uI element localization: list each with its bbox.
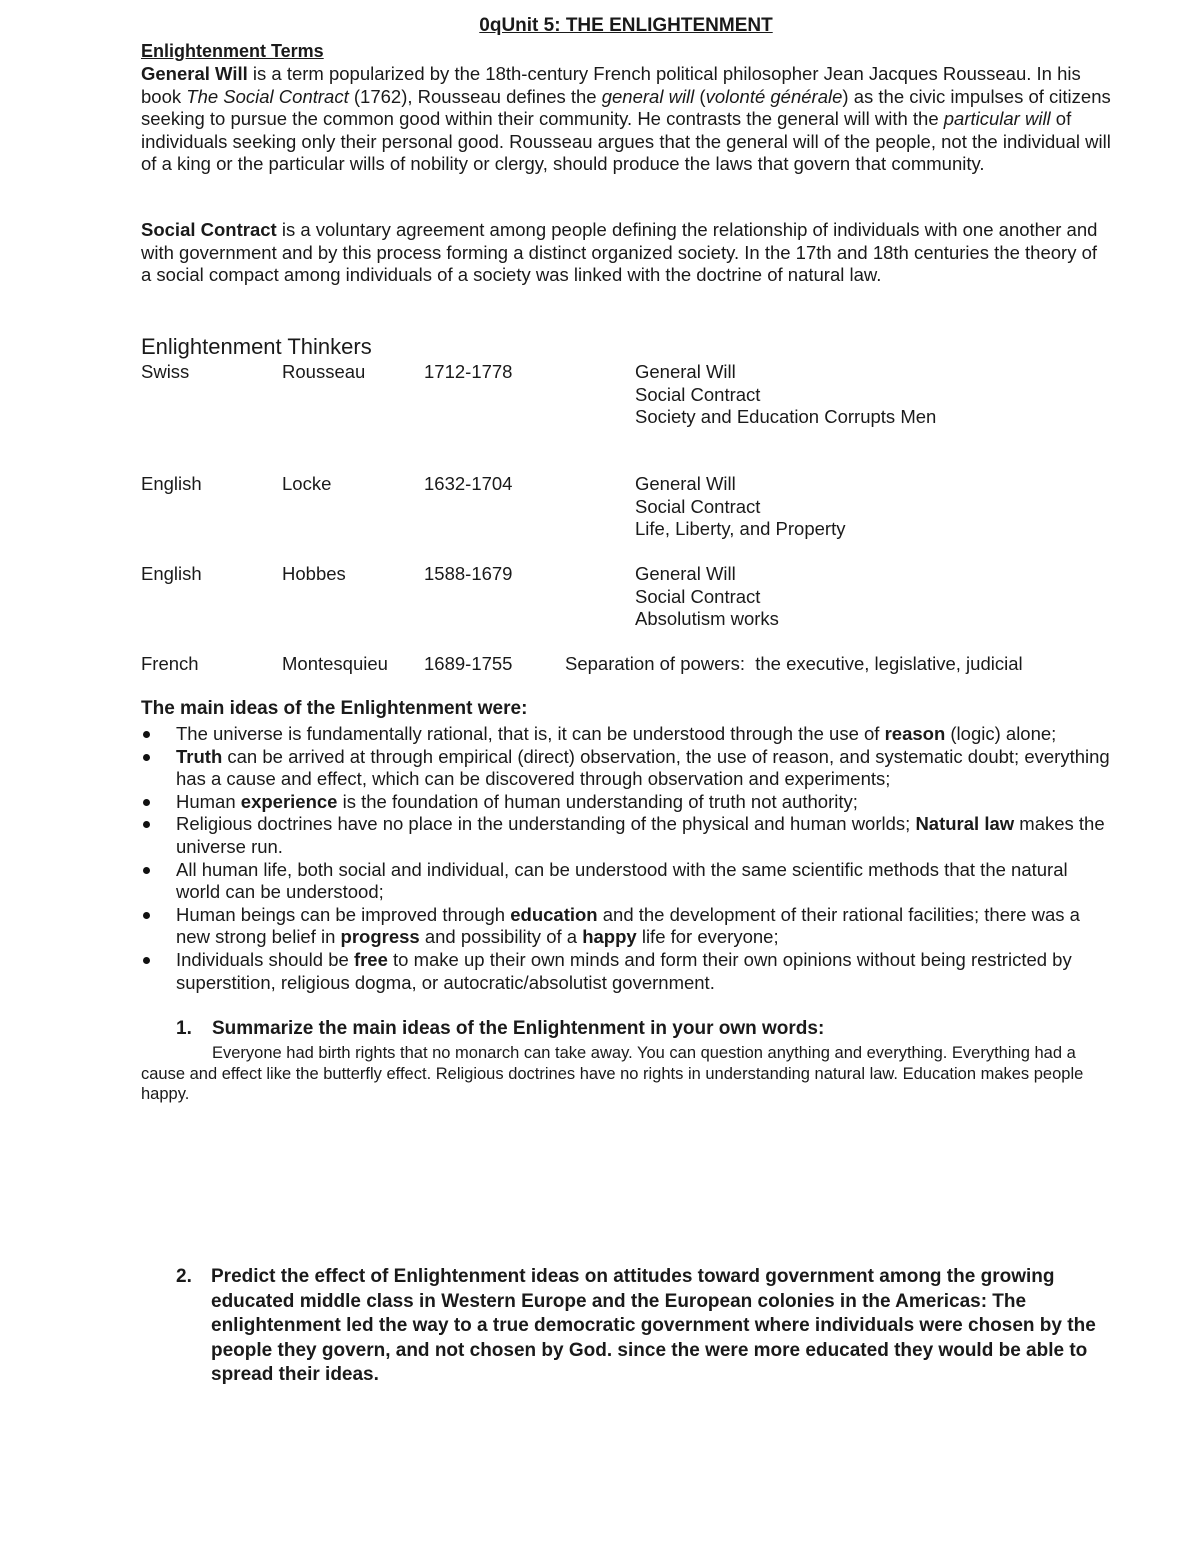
french-term: volonté générale xyxy=(705,85,843,107)
list-item xyxy=(141,859,1116,904)
main-ideas-heading: The main ideas of the Enlightenment were: xyxy=(141,698,528,719)
paragraph-text: ) as the civic impulses of citizens seeking to pursue the common good within their community. He contrasts the general will with the xyxy=(141,85,1111,130)
social-contract-term: Social Contract xyxy=(141,219,277,240)
social-contract-paragraph xyxy=(141,219,1111,287)
thinker-idea: Life, Liberty, and Property xyxy=(635,518,846,540)
bullet-keyword: reason xyxy=(884,723,946,744)
question-number: 2. xyxy=(176,1266,192,1287)
general-will-term: General Will xyxy=(141,63,248,84)
thinker-nationality: French xyxy=(141,653,199,674)
thinker-row xyxy=(141,653,1141,677)
bullet-icon xyxy=(143,731,150,738)
question-prompt: Summarize the main ideas of the Enlightenment in your own words: xyxy=(212,1018,825,1039)
thinker-idea: Social Contract xyxy=(635,585,761,607)
bullet-keyword: experience xyxy=(240,790,338,812)
question-2 xyxy=(176,1265,1106,1388)
thinker-nationality: English xyxy=(141,563,202,584)
bullet-text: life for everyone; xyxy=(636,926,779,948)
main-ideas-list xyxy=(141,723,1116,994)
bullet-text: makes the universe run. xyxy=(176,813,1105,857)
list-item xyxy=(141,791,1116,814)
list-item xyxy=(141,904,1116,949)
question-number: 1. xyxy=(176,1018,192,1039)
book-title: The Social Contract xyxy=(186,85,349,107)
thinker-idea: General Will xyxy=(635,563,736,584)
bullet-text: to make up their own minds and form their own opinions without being restricted by superstition, religious dogma, or autocratic/absolutist government. xyxy=(176,948,1072,993)
general-will-paragraph xyxy=(141,63,1111,176)
thinkers-heading: Enlightenment Thinkers xyxy=(141,334,372,359)
thinker-dates: 1689-1755 xyxy=(424,653,513,674)
thinker-dates: 1712-1778 xyxy=(424,361,513,382)
bullet-keyword: Natural law xyxy=(915,813,1015,835)
bullet-text: (logic) alone; xyxy=(945,723,1057,744)
thinker-ideas xyxy=(635,361,936,429)
bullet-keyword: happy xyxy=(582,926,637,948)
question-2-text: Predict the effect of Enlightenment ideas on attitudes toward government among the growing educated middle class in Western Europe and the European colonies in the Americas: The enlightenment led the way to a true democratic government where individuals were chosen by the people they govern, and not chosen by God. since the were more educated they would be able to spread their ideas. xyxy=(211,1266,1096,1386)
thinker-idea: Absolutism works xyxy=(635,608,779,630)
bullet-text: Religious doctrines have no place in the understanding of the physical and human worlds; xyxy=(176,813,916,835)
thinker-name: Rousseau xyxy=(282,361,366,382)
bullet-keyword: education xyxy=(510,903,598,925)
thinker-nationality: English xyxy=(141,473,202,494)
paragraph-text: ( xyxy=(694,85,706,107)
bullet-text: Human xyxy=(176,790,241,812)
bullet-keyword: free xyxy=(353,948,388,970)
page-title: 0qUnit 5: THE ENLIGHTENMENT xyxy=(479,15,773,36)
thinker-dates: 1588-1679 xyxy=(424,563,513,584)
bullet-icon xyxy=(143,867,150,874)
thinker-idea: Social Contract xyxy=(635,495,761,517)
paragraph-text: is a term popularized by the 18th-century French political philosopher Jean Jacques Rousseau. In his book xyxy=(141,63,1081,107)
bullet-keyword: progress xyxy=(340,926,420,948)
thinker-idea: General Will xyxy=(635,361,736,382)
bullet-text: Human beings can be improved through xyxy=(176,903,511,925)
thinker-row xyxy=(141,361,1141,431)
thinker-idea: Social Contract xyxy=(635,383,761,405)
paragraph-text: is a voluntary agreement among people defining the relationship of individuals with one another and with government and by this process forming a distinct organized society. In the 17th and 18th centuries the theory of a social compact among individuals of a society was linked with the doctrine of natural law. xyxy=(141,219,1098,286)
question-1-answer: Everyone had birth rights that no monarch can take away. You can question anything and everything. Everything had a cause and effect like the butterfly effect. Religious doctrines have no rights in understanding natural law. Education makes people happy. xyxy=(141,1044,1084,1103)
thinker-idea: Separation of powers: the executive, legislative, judicial xyxy=(565,653,1023,674)
list-item xyxy=(141,746,1116,791)
thinker-nationality: Swiss xyxy=(141,361,190,382)
italic-term: general will xyxy=(601,85,695,107)
bullet-text: All human life, both social and individual, can be understood with the same scientific methods that the natural world can be understood; xyxy=(176,858,1068,903)
bullet-icon xyxy=(143,799,150,806)
bullet-icon xyxy=(143,912,150,919)
thinker-row xyxy=(141,473,1141,543)
bullet-text: Individuals should be xyxy=(176,948,354,970)
bullet-text: can be arrived at through empirical (direct) observation, the use of reason, and systematic doubt; everything has a cause and effect, which can be discovered through observation and experiments; xyxy=(176,745,1110,790)
bullet-icon xyxy=(143,821,150,828)
thinker-idea: General Will xyxy=(635,473,736,494)
bullet-icon xyxy=(143,754,150,761)
paragraph-text: (1762), Rousseau defines the xyxy=(348,85,602,107)
paragraph-text: of individuals seeking only their personal good. Rousseau argues that the general will of the people, not the individual will of a king or the particular wills of nobility or clergy, should produce the laws that govern that community. xyxy=(141,108,1111,175)
bullet-keyword: Truth xyxy=(176,745,223,767)
thinker-ideas xyxy=(635,473,845,541)
bullet-text: and the development of their rational facilities; there was a new strong belief in xyxy=(176,903,1080,948)
thinker-dates: 1632-1704 xyxy=(424,473,513,494)
list-item xyxy=(141,723,1116,746)
thinker-row xyxy=(141,563,1141,633)
bullet-text: is the foundation of human understanding of truth not authority; xyxy=(337,790,858,812)
thinker-idea: Society and Education Corrupts Men xyxy=(635,406,937,428)
list-item xyxy=(141,813,1116,858)
thinker-name: Hobbes xyxy=(282,563,346,584)
italic-term: particular will xyxy=(943,108,1051,130)
list-item xyxy=(141,949,1116,994)
terms-heading: Enlightenment Terms xyxy=(141,41,324,61)
bullet-text: and possibility of a xyxy=(419,926,583,948)
thinker-ideas xyxy=(635,563,779,631)
thinker-name: Montesquieu xyxy=(282,653,388,674)
bullet-text: The universe is fundamentally rational, that is, it can be understood through the use of xyxy=(176,723,885,744)
bullet-icon xyxy=(143,957,150,964)
thinker-name: Locke xyxy=(282,473,332,494)
